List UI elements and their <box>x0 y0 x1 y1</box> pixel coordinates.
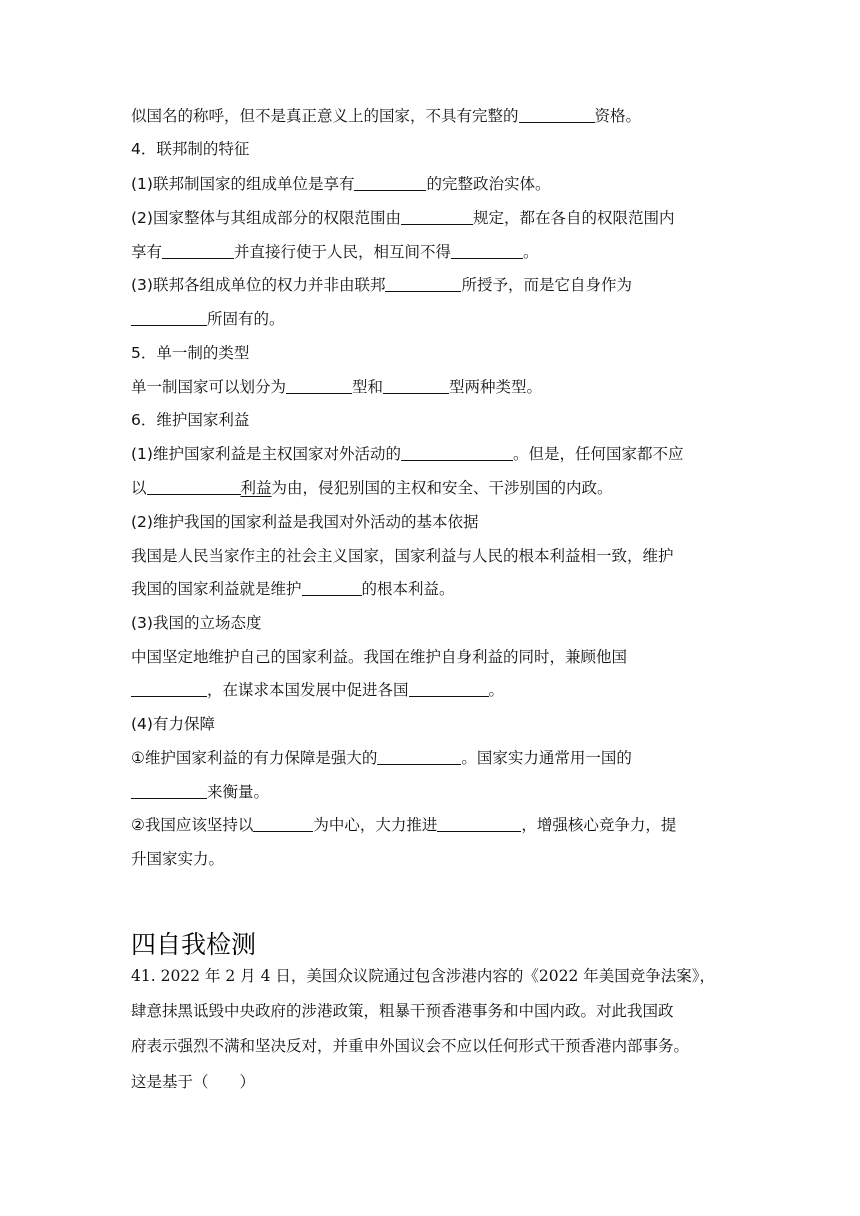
fill-blank[interactable] <box>354 174 426 191</box>
fill-blank[interactable] <box>437 815 521 832</box>
text-line: (1)维护国家利益是主权国家对外活动的 。但是，任何国家都不应 <box>131 445 684 463</box>
question-line: 肆意抹黑诋毁中央政府的涉港政策，粗暴干预香港事务和中国内政。对此我国政 <box>131 1002 674 1020</box>
text-line: ①维护国家利益的有力保障是强大的 。国家实力通常用一国的 <box>131 749 632 767</box>
question-line: 这是基于（ ） <box>131 1073 256 1091</box>
text-line: 来衡量。 <box>131 782 760 802</box>
fill-blank[interactable] <box>401 444 513 461</box>
subheading: (3)我国的立场态度 <box>131 614 262 632</box>
fill-blank[interactable] <box>131 782 207 799</box>
text-line: (3)联邦各组成单位的权力并非由联邦 所授予，而是它自身作为 <box>131 276 632 294</box>
section-title: 四自我检测 <box>131 930 257 959</box>
fill-blank[interactable] <box>377 748 461 765</box>
question-line: 41. 2022 年 2 月 4 日，美国众议院通过包含涉港内容的《2022 年美国竞争法案》， <box>131 967 716 985</box>
subheading: 6．维护国家利益 <box>131 411 250 429</box>
text-line: 升国家实力。 <box>131 850 225 868</box>
subheading: 4．联邦制的特征 <box>131 140 250 158</box>
fill-blank[interactable] <box>131 309 207 326</box>
text-line: 享有 并直接行使于人民，相互间不得 。 <box>131 243 539 261</box>
subheading: (4)有力保障 <box>131 715 215 733</box>
text-line: 我国的国家利益就是维护 的根本利益。 <box>131 580 455 598</box>
fill-blank[interactable] <box>162 242 234 259</box>
text-line: 以 利益为由，侵犯别国的主权和安全、干涉别国的内政。 <box>131 479 613 497</box>
fill-blank[interactable] <box>286 377 352 394</box>
fill-blank[interactable] <box>385 275 461 292</box>
text-line: ，在谋求本国发展中促进各国 。 <box>131 680 760 700</box>
text-line: (1)联邦制国家的组成单位是享有 的完整政治实体。 <box>131 175 551 193</box>
text-line: 单一制国家可以划分为 型和 型两种类型。 <box>131 378 543 396</box>
fill-blank[interactable] <box>147 478 241 495</box>
fill-blank[interactable] <box>519 106 595 123</box>
text-line: 我国是人民当家作主的社会主义国家，国家利益与人民的根本利益相一致，维护 <box>131 547 674 565</box>
fill-blank[interactable] <box>401 208 473 225</box>
fill-blank[interactable] <box>253 815 313 832</box>
subheading: 5．单一制的类型 <box>131 344 250 362</box>
text-line: (2)维护我国的国家利益是我国对外活动的基本依据 <box>131 513 479 531</box>
text-line: ②我国应该坚持以 为中心，大力推进 ，增强核心竞争力，提 <box>131 816 677 834</box>
fill-blank[interactable] <box>409 680 489 697</box>
fill-blank[interactable] <box>451 242 523 259</box>
fill-blank[interactable] <box>302 579 362 596</box>
text-line: 中国坚定地维护自己的国家利益。我国在维护自身利益的同时，兼顾他国 <box>131 648 628 666</box>
text-line: 似国名的称呼，但不是真正意义上的国家，不具有完整的 资格。 <box>131 107 642 125</box>
text-line: (2)国家整体与其组成部分的权限范围由 规定，都在各自的权限范围内 <box>131 209 675 227</box>
question-line: 府表示强烈不满和坚决反对，并重申外国议会不应以任何形式干预香港内部事务。 <box>131 1037 690 1055</box>
text-line: 所固有的。 <box>131 309 760 329</box>
fill-blank[interactable] <box>383 377 449 394</box>
fill-blank[interactable] <box>131 680 207 697</box>
